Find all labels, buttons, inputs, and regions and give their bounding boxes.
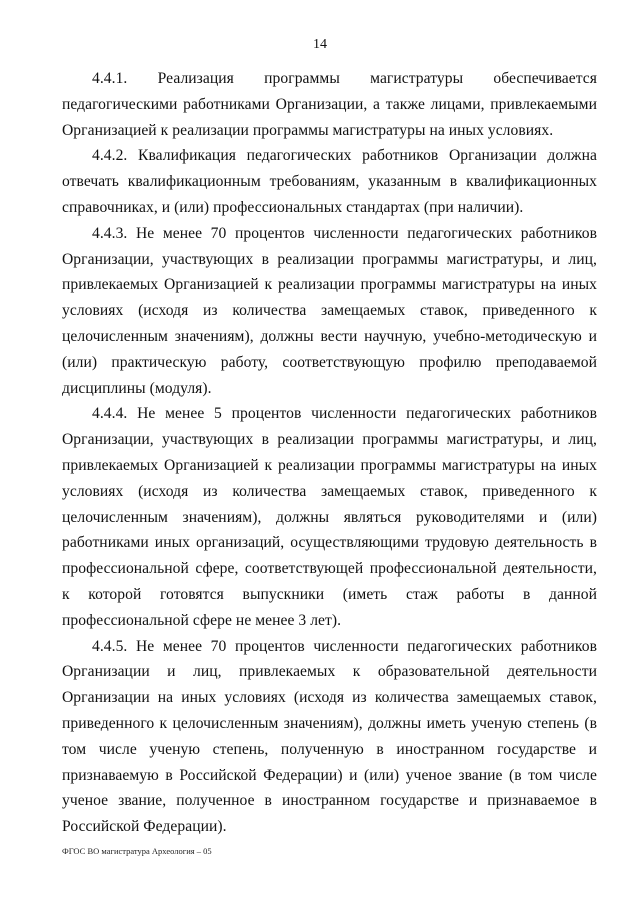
page-number: 14 xyxy=(313,37,327,52)
paragraph-4-4-2: 4.4.2. Квалификация педагогических работников Организации должна отвечать квалификационным требованиям, указанным в квалификационных справочниках, и (или) профессиональных стандартах (при наличии). xyxy=(62,147,597,216)
paragraph-4-4-1: 4.4.1. Реализация программы магистратуры обеспечивается педагогическими работниками Организации, а также лицами, привлекаемыми Организацией к реализации программы магистратуры на иных условиях. xyxy=(62,70,597,139)
document-body xyxy=(62,66,597,840)
page-footer: ФГОС ВО магистратура Археология – 05 xyxy=(62,846,212,856)
paragraph-4-4-4: 4.4.4. Не менее 5 процентов численности педагогических работников Организации, участвующих в реализации программы магистратуры, и лиц, привлекаемых Организацией к реализации программы магистратуры на иных условиях (исходя из количества замещаемых ставок, приведенного к целочисленным значениям), должны являться руководителями и (или) работниками иных организаций, осуществляющими трудовую деятельность в профессиональной сфере, соответствующей профессиональной деятельности, к которой готовятся выпускники (иметь стаж работы в данной профессиональной сфере не менее 3 лет). xyxy=(62,405,597,629)
paragraph-4-4-5: 4.4.5. Не менее 70 процентов численности педагогических работников Организации и лиц, привлекаемых к образовательной деятельности Организации на иных условиях (исходя из количества замещаемых ставок, приведенного к целочисленным значениям), должны иметь ученую степень (в том числе ученую степень, полученную в иностранном государстве и признаваемую в Российской Федерации) и (или) ученое звание (в том числе ученое звание, полученное в иностранном государстве и признаваемое в Российской Федерации). xyxy=(62,637,597,836)
paragraph-4-4-3: 4.4.3. Не менее 70 процентов численности педагогических работников Организации, участвующих в реализации программы магистратуры, и лиц, привлекаемых Организацией к реализации программы магистратуры на иных условиях (исходя из количества замещаемых ставок, приведенного к целочисленным значениям), должны вести научную, учебно-методическую и (или) практическую работу, соответствующую профилю преподаваемой дисциплины (модуля). xyxy=(62,224,597,397)
